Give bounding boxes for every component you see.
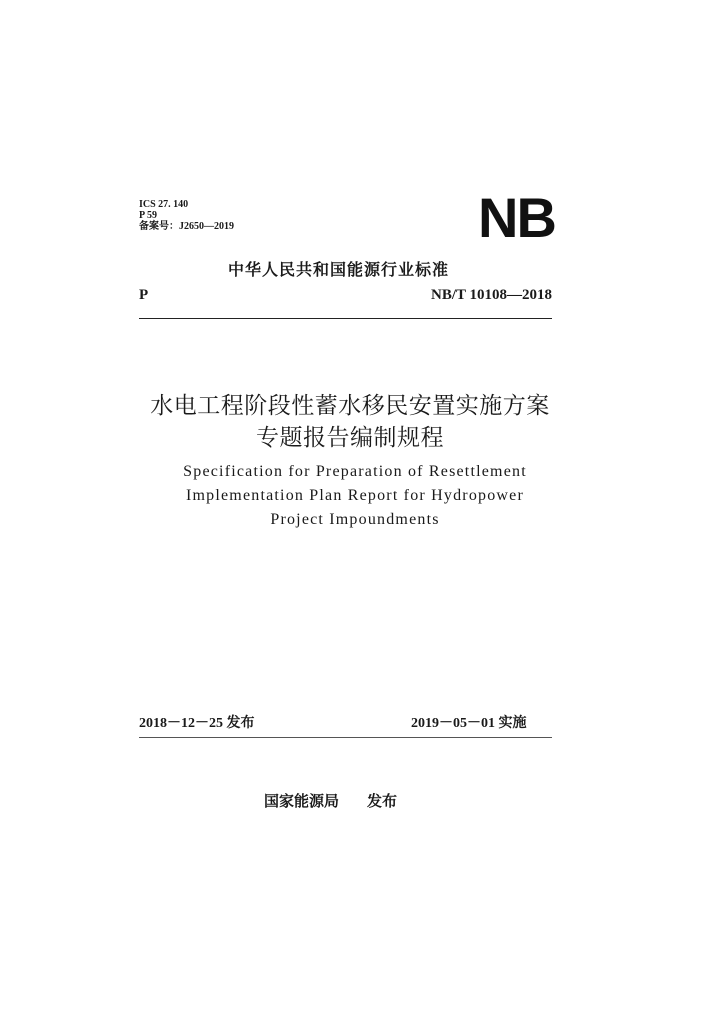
title-cn-line1: 水电工程阶段性蓄水移民安置实施方案	[150, 393, 550, 419]
title-en-line1: Specification for Preparation of Resettlement	[183, 463, 527, 480]
issuer-action: 发布	[367, 792, 398, 810]
nb-logo: NB	[478, 186, 555, 249]
title-en-line2: Implementation Plan Report for Hydropower	[185, 487, 525, 504]
title-cn-line2: 专题报告编制规程	[256, 425, 444, 451]
implementation-date: 2019－05－01 实施	[411, 716, 527, 731]
footer-divider	[139, 737, 552, 738]
classification-code: P	[139, 287, 149, 303]
standard-number: NB/T 10108—2018	[431, 287, 552, 303]
title-en-line3: Project Impoundments	[270, 511, 440, 528]
ics-code: ICS 27. 140	[139, 199, 189, 210]
issuer-line	[264, 790, 397, 811]
record-number: 备案号：J2650—2019	[139, 221, 234, 232]
ccs-code: P 59	[139, 210, 158, 221]
issue-date: 2018－12－25 发布	[139, 716, 255, 731]
header-divider	[139, 318, 552, 319]
issuer-org: 国家能源局	[264, 792, 340, 810]
standard-type: 中华人民共和国能源行业标准	[228, 260, 450, 279]
